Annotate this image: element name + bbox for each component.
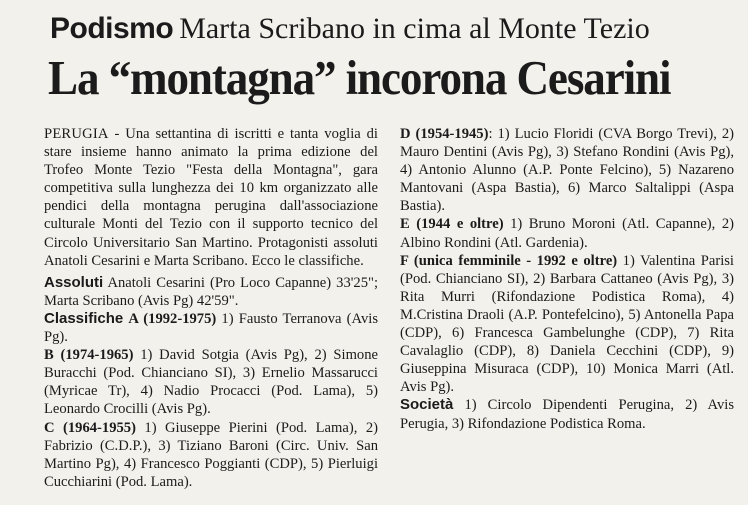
societa-text: 1) Circolo Dipendenti Perugina, 2) Avis Perugia, 3) Rifondazione Podistica Roma.: [400, 397, 734, 432]
category-a-paragraph: [44, 310, 378, 346]
category-e-text: 1) Bruno Moroni (Atl. Capanne), 2) Albino Rondini (Atl. Gardenia).: [400, 216, 734, 251]
article-subtitle: Marta Scribano in cima al Monte Tezio: [179, 12, 650, 45]
category-b-text: 1) David Sotgia (Avis Pg), 2) Simone Buracchi (Pod. Chianciano SI), 3) Ernelio Massarucci (Myricae Tr), 4) Nadio Procacci (Pod. Lama), 5) Leonardo Crocilli (Avis Pg).: [44, 347, 378, 418]
category-a-text: 1) Fausto Terranova (Avis Pg).: [44, 310, 378, 346]
category-c-text: 1) Giuseppe Pierini (Pod. Lama), 2) Fabrizio (C.D.P.), 3) Tiziano Baroni (Circ. Univ. San Martino Pg), 4) Francesco Poggianti (CDP), 5) Pierluigi Cucchiarini (Pod. Lama).: [44, 419, 378, 490]
category-c-label: C (1964-1955): [44, 419, 136, 436]
category-d-label: D (1954-1945): [400, 126, 489, 142]
article-column-right: [400, 125, 734, 433]
category-c-paragraph: [44, 419, 378, 491]
category-d-paragraph: [400, 125, 734, 215]
classifiche-label: Classifiche: [44, 309, 124, 327]
category-d-text: : 1) Lucio Floridi (CVA Borgo Trevi), 2) Mauro Dentini (Avis Pg), 3) Stefano Rondini (Avis Pg), 4) Antonio Alunno (A.P. Ponte Felcino), 5) Nazareno Mantovani (Aspa Bastia), 6) Marco Saltalippi (Aspa Bastia).: [400, 126, 734, 215]
assoluti-text: Anatoli Cesarini (Pro Loco Capanne) 33'25"; Marta Scribano (Avis Pg) 42'59".: [44, 274, 378, 309]
article-column-left: [44, 125, 378, 491]
section-label: Podismo: [50, 12, 174, 45]
assoluti-label: Assoluti: [44, 273, 104, 291]
category-b-label: B (1974-1965): [44, 347, 134, 364]
category-f-label: F (unica femminile - 1992 e oltre): [400, 252, 618, 269]
category-b-paragraph: [44, 346, 378, 418]
category-f-paragraph: [400, 252, 734, 397]
intro-text: - Una settantina di iscritti e tanta voglia di stare insieme hanno animato la prima edizione del Trofeo Monte Tezio "Festa della Montagna", gara competitiva sulla lunghezza dei 10 km organizzato alle pendici della montagna perugina dall'associazione culturale Monti del Tezio con il supporto tecnico del Circolo Universitario San Martino. Protagonisti assoluti Anatoli Cesarini e Marta Scribano. Ecco le classifiche.: [44, 126, 378, 269]
article-kicker: [50, 10, 740, 53]
societa-label: Società: [400, 396, 454, 414]
societa-paragraph: [400, 396, 734, 432]
article-headline: La “montagna” incorona Cesarini: [48, 50, 671, 105]
category-a-label: A (1992-1975): [128, 310, 217, 327]
category-f-text: 1) Valentina Parisi (Pod. Chianciano SI), 2) Barbara Cattaneo (Avis Pg), 3) Rita Murri (Rifondazione Podistica Roma), 4) M.Cristina Draoli (A.P. Pontefelcino), 5) Antonella Papa (CDP), 6) Francesca Gambelunghe (CDP), 7) Rita Cavalaglio (CDP), 8) Daniela Cecchini (CDP), 9) Giuseppina Misuraca (CDP), 10) Monica Marri (Atl. Avis Pg).: [400, 252, 734, 396]
category-e-paragraph: [400, 215, 734, 251]
category-e-label: E (1944 e oltre): [400, 216, 504, 233]
intro-paragraph: [44, 125, 378, 270]
dateline: PERUGIA: [44, 126, 109, 142]
assoluti-paragraph: [44, 274, 378, 310]
